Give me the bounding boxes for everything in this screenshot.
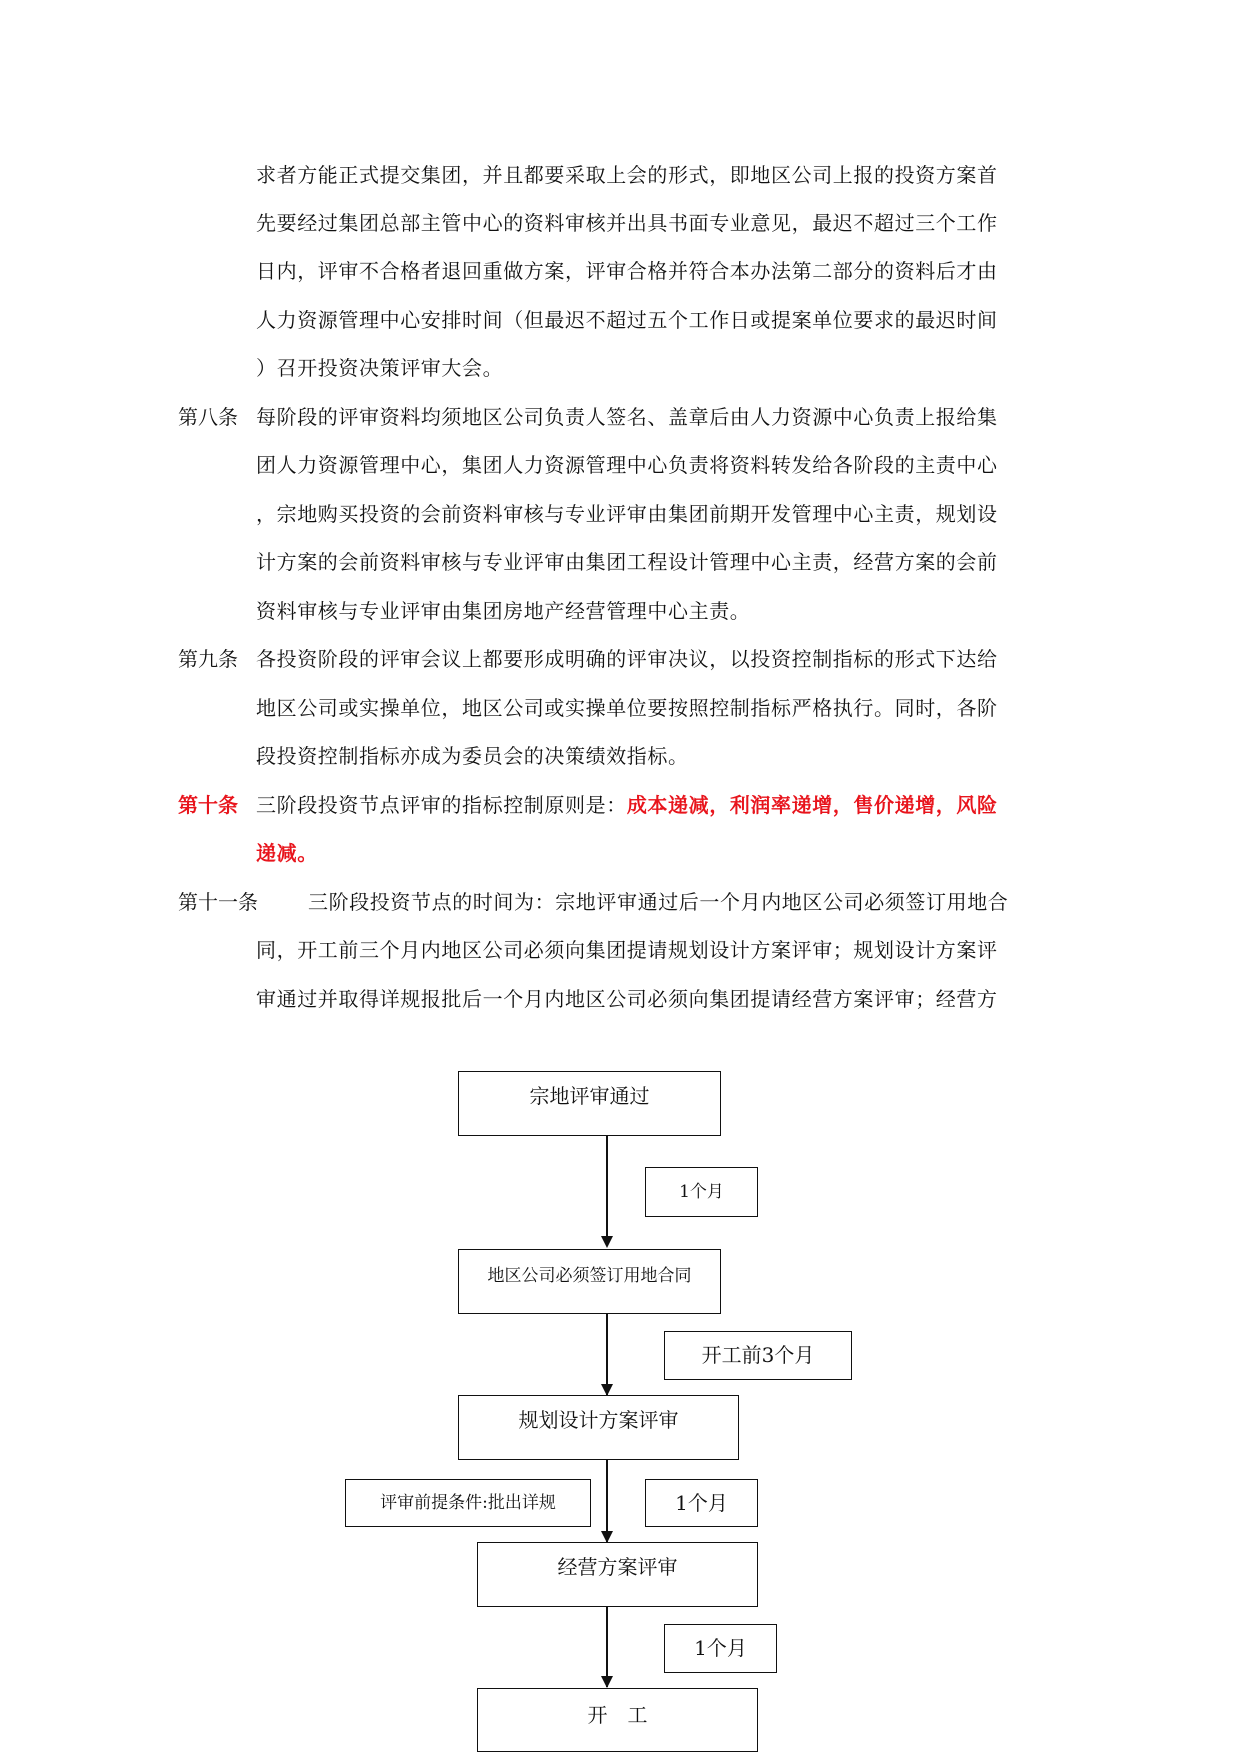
flow-interval-label: 1个月 xyxy=(664,1624,777,1673)
text-line xyxy=(256,791,998,819)
article-label: 第八条 xyxy=(178,405,238,429)
arrow-down-icon xyxy=(601,1236,613,1248)
text-line: 先要经过集团总部主管中心的资料审核并出具书面专业意见，最迟不超过三个工作 xyxy=(256,211,998,235)
text-line: 审通过并取得详规报批后一个月内地区公司必须向集团提请经营方案评审；经营方 xyxy=(256,987,998,1011)
flow-step-start-construction: 开 工 xyxy=(477,1688,758,1752)
article-label: 第九条 xyxy=(178,647,238,671)
flow-step-plan-review: 规划设计方案评审 xyxy=(458,1395,739,1460)
text-line: 求者方能正式提交集团，并且都要采取上会的形式，即地区公司上报的投资方案首 xyxy=(256,163,998,187)
flow-step-operation-review: 经营方案评审 xyxy=(477,1542,758,1607)
text-line: 同，开工前三个月内地区公司必须向集团提请规划设计方案评审；规划设计方案评 xyxy=(256,938,998,962)
flow-interval-label: 开工前3个月 xyxy=(664,1331,852,1380)
flow-interval-label: 1个月 xyxy=(645,1479,758,1527)
flow-arrow xyxy=(606,1607,608,1687)
arrow-down-icon xyxy=(601,1676,613,1688)
text-line: ，宗地购买投资的会前资料审核与专业评审由集团前期开发管理中心主责，规划设 xyxy=(256,502,998,526)
text-line: 计方案的会前资料审核与专业评审由集团工程设计管理中心主责，经营方案的会前 xyxy=(256,550,998,574)
text-line: 资料审核与专业评审由集团房地产经营管理中心主责。 xyxy=(256,599,751,623)
principle-highlight: 成本递减，利润率递增，售价递增，风险 xyxy=(626,793,998,817)
article-label: 第十一条 xyxy=(178,890,258,914)
flow-interval-label: 1个月 xyxy=(645,1167,758,1217)
flow-precondition-label: 评审前提条件:批出详规 xyxy=(345,1479,591,1527)
principle-intro: 三阶段投资节点评审的指标控制原则是： xyxy=(256,793,627,817)
text-line: 递减。 xyxy=(256,841,318,865)
flow-arrow xyxy=(606,1460,608,1542)
text-line: 日内，评审不合格者退回重做方案，评审合格并符合本办法第二部分的资料后才由 xyxy=(256,259,998,283)
flow-step-land-review: 宗地评审通过 xyxy=(458,1071,721,1136)
flow-arrow xyxy=(606,1314,608,1395)
text-line: 人力资源管理中心安排时间（但最迟不超过五个工作日或提案单位要求的最迟时间 xyxy=(256,308,998,332)
article-label: 第十条 xyxy=(178,793,238,817)
text-line: ）召开投资决策评审大会。 xyxy=(256,356,504,380)
flow-arrow xyxy=(606,1136,608,1236)
text-line: 每阶段的评审资料均须地区公司负责人签名、盖章后由人力资源中心负责上报给集 xyxy=(256,405,998,429)
text-line: 地区公司或实操单位，地区公司或实操单位要按照控制指标严格执行。同时，各阶 xyxy=(256,696,998,720)
flow-step-sign-contract: 地区公司必须签订用地合同 xyxy=(458,1249,721,1314)
text-line: 各投资阶段的评审会议上都要形成明确的评审决议，以投资控制指标的形式下达给 xyxy=(256,647,998,671)
text-line: 团人力资源管理中心，集团人力资源管理中心负责将资料转发给各阶段的主责中心 xyxy=(256,453,998,477)
text-line: 段投资控制指标亦成为委员会的决策绩效指标。 xyxy=(256,744,689,768)
text-line: 三阶段投资节点的时间为：宗地评审通过后一个月内地区公司必须签订用地合 xyxy=(308,890,1009,914)
